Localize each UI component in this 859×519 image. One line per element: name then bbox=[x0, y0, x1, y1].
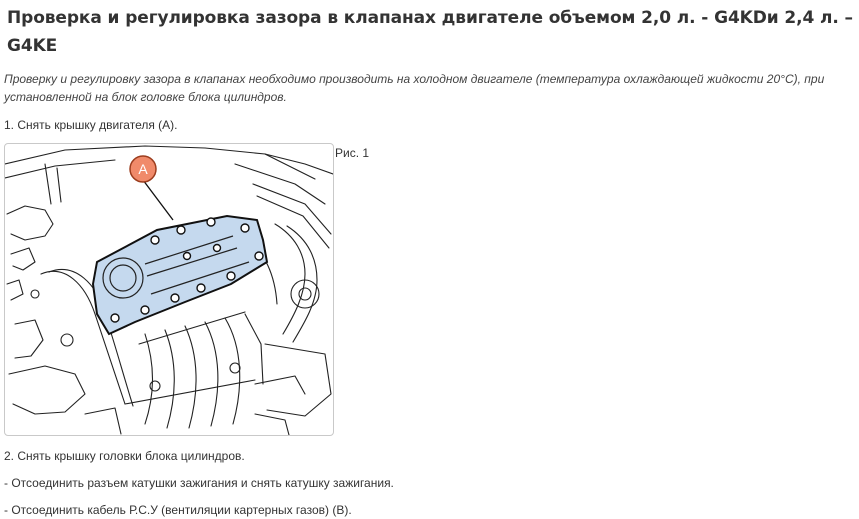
bullet-2-text: - Отсоединить кабель Р.С.У (вентиляции картерных газов) (В). bbox=[4, 503, 352, 517]
bullet-1-text: - Отсоединить разъем катушки зажигания и снять катушку зажигания. bbox=[4, 476, 394, 490]
callout-a-label: A bbox=[138, 161, 148, 177]
intro-note: Проверку и регулировку зазора в клапанах необходимо производить на холодном двигателе (температура охлаждающей жидкости 20°С), при установленной на блок головке блока цилиндров. bbox=[4, 72, 825, 104]
engine-illustration bbox=[5, 144, 333, 435]
step-1-text: 1. Снять крышку двигателя (А). bbox=[4, 118, 178, 132]
step-2-text: 2. Снять крышку головки блока цилиндров. bbox=[4, 449, 245, 463]
engine-cover-figure bbox=[4, 143, 334, 436]
figure-caption: Рис. 1 bbox=[335, 146, 370, 160]
article-title: Проверка и регулировка зазора в клапанах двигателе объемом 2,0 л. - G4KDи 2,4 л. – G4KE bbox=[7, 8, 853, 56]
